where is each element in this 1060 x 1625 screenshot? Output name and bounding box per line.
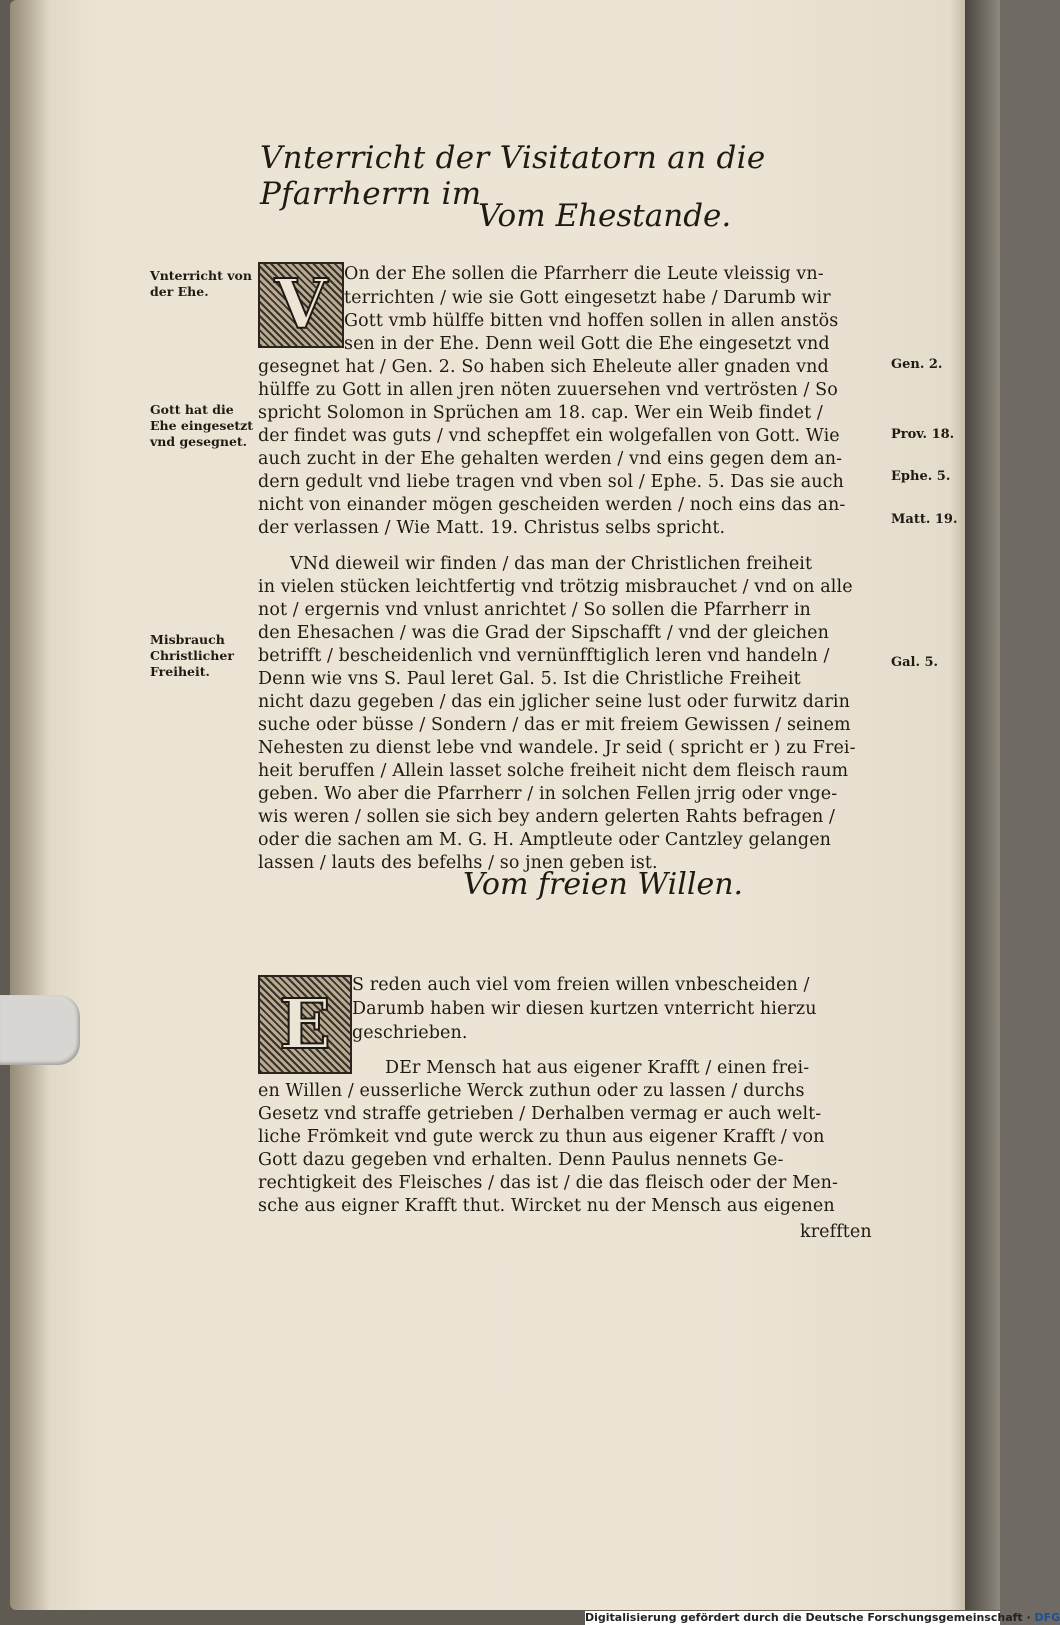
- margin-note: Vnterricht von der Ehe.: [150, 268, 252, 299]
- text-line: suche oder büsse / Sondern / das er mit freiem Gewissen / seinem: [258, 715, 851, 735]
- text-line: geschrieben.: [352, 1023, 468, 1043]
- page-edge-shadow: [10, 0, 50, 1610]
- text-line: On der Ehe sollen die Pfarrherr die Leute vleissig vn-: [344, 264, 824, 284]
- text-line: Denn wie vns S. Paul leret Gal. 5. Ist die Christliche Freiheit: [258, 669, 801, 689]
- text-line: VNd dieweil wir finden / das man der Christlichen freiheit: [290, 554, 813, 574]
- initial-letter: E: [279, 984, 331, 1065]
- margin-note: Gott hat die Ehe eingesetzt vnd gesegnet.: [150, 402, 254, 449]
- text-line: hülffe zu Gott in allen jren nöten zuuersehen vnd vertrösten / So: [258, 380, 838, 400]
- text-line: sche aus eigner Krafft thut. Wircket nu der Mensch aus eigenen: [258, 1196, 835, 1216]
- text-line: heit beruffen / Allein lasset solche freiheit nicht dem fleisch raum: [258, 761, 849, 781]
- margin-reference: Gal. 5.: [891, 655, 939, 670]
- text-line: en Willen / eusserliche Werck zuthun oder zu lassen / durchs: [258, 1081, 805, 1101]
- margin-reference: Matt. 19.: [891, 512, 958, 527]
- chapter-title: Vom Ehestande.: [478, 198, 732, 234]
- margin-reference: Prov. 18.: [891, 427, 955, 442]
- text-line: geben. Wo aber die Pfarrherr / in solchen Fellen jrrig oder vnge-: [258, 784, 838, 804]
- text-line: nicht von einander mögen gescheiden werden / noch eins das an-: [258, 495, 846, 515]
- bookmark-tab: [0, 995, 80, 1065]
- section-title: Vom freien Willen.: [463, 867, 744, 902]
- next-page-edge: [965, 0, 1000, 1610]
- text-line: nicht dazu gegeben / das ein jglicher seine lust oder furwitz darin: [258, 692, 851, 712]
- margin-note: Misbrauch Christlicher Freiheit.: [150, 632, 234, 679]
- decorated-initial: [258, 975, 352, 1074]
- text-line: Gott dazu gegeben vnd erhalten. Denn Paulus nennets Ge-: [258, 1150, 784, 1170]
- text-line: DEr Mensch hat aus eigener Krafft / einen frei-: [385, 1058, 810, 1078]
- text-line: wis weren / sollen sie sich bey andern gelerten Rahts befragen /: [258, 807, 836, 827]
- text-line: rechtigkeit des Fleisches / das ist / die das fleisch oder der Men-: [258, 1173, 839, 1193]
- text-line: dern gedult vnd liebe tragen vnd vben sol / Ephe. 5. Das sie auch: [258, 472, 844, 492]
- digitization-footer: [585, 1611, 1060, 1625]
- text-line: not / ergernis vnd vnlust anrichtet / So sollen die Pfarrherr in: [258, 600, 811, 620]
- text-line: Nehesten zu dienst lebe vnd wandele. Jr seid ( spricht er ) zu Frei-: [258, 738, 856, 758]
- text-line: spricht Solomon in Sprüchen am 18. cap. Wer ein Weib findet /: [258, 403, 823, 423]
- text-line: oder die sachen am M. G. H. Amptleute oder Cantzley gelangen: [258, 830, 832, 850]
- text-line: lassen / lauts des befelhs / so jnen geben ist.: [258, 853, 658, 873]
- text-line: sen in der Ehe. Denn weil Gott die Ehe eingesetzt vnd: [344, 334, 830, 354]
- text-line: liche Frömkeit vnd gute werck zu thun aus eigener Krafft / von: [258, 1127, 825, 1147]
- footer-text: Digitalisierung gefördert durch die Deutsche Forschungsgemeinschaft ·: [585, 1611, 1035, 1624]
- running-title: Vnterricht der Visitatorn an die Pfarrherrn im: [260, 140, 766, 212]
- text-line: terrichten / wie sie Gott eingesetzt habe / Darumb wir: [344, 288, 831, 308]
- dfg-logo: DFG: [1034, 1611, 1060, 1624]
- text-line: in vielen stücken leichtfertig vnd trötzig misbrauchet / vnd on alle: [258, 577, 853, 597]
- text-line: betrifft / bescheidenlich vnd vernünfftiglich leren vnd handeln /: [258, 646, 830, 666]
- text-line: Gott vmb hülffe bitten vnd hoffen sollen in allen anstös: [344, 311, 839, 331]
- text-line: gesegnet hat / Gen. 2. So haben sich Eheleute aller gnaden vnd: [258, 357, 829, 377]
- text-line: Gesetz vnd straffe getrieben / Derhalben vermag er auch welt-: [258, 1104, 822, 1124]
- text-line: auch zucht in der Ehe gehalten werden / vnd eins gegen dem an-: [258, 449, 843, 469]
- initial-letter: V: [274, 265, 328, 345]
- text-line: der findet was guts / vnd schepffet ein wolgefallen von Gott. Wie: [258, 426, 840, 446]
- text-line: S reden auch viel vom freien willen vnbescheiden /: [352, 975, 810, 995]
- text-line: der verlassen / Wie Matt. 19. Christus selbs spricht.: [258, 518, 726, 538]
- decorated-initial: [258, 262, 344, 348]
- catchword: krefften: [800, 1222, 872, 1242]
- margin-reference: Ephe. 5.: [891, 469, 951, 484]
- margin-reference: Gen. 2.: [891, 357, 943, 372]
- text-line: Darumb haben wir diesen kurtzen vnterricht hierzu: [352, 999, 817, 1019]
- book-page: [10, 0, 972, 1610]
- text-line: den Ehesachen / was die Grad der Sipschafft / vnd der gleichen: [258, 623, 829, 643]
